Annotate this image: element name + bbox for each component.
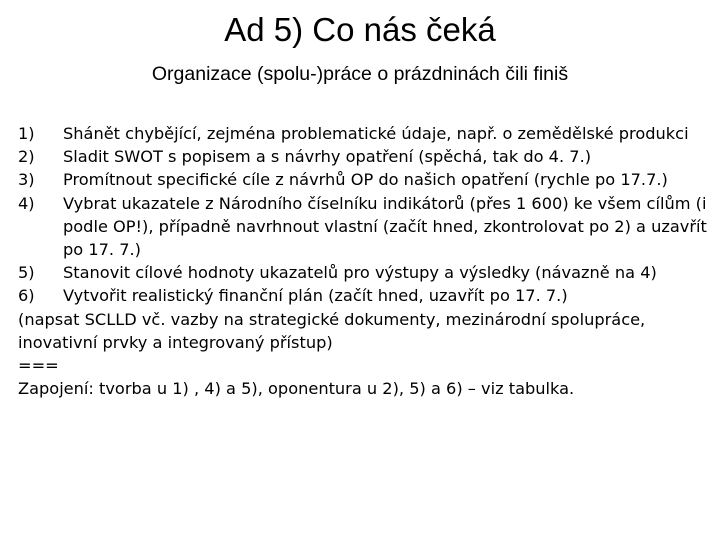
slide-content	[18, 122, 718, 400]
list-item-text: Vybrat ukazatele z Národního číselníku indikátorů (přes 1 600) ke všem cílům (i podle OP!), případně navrhnout vlastní (začít hned, zkontrolovat po 2) a uzavřít po 17. 7.)	[63, 193, 707, 260]
list-item-6	[18, 284, 718, 307]
list-item-4	[18, 192, 718, 262]
list-item-text: Stanovit cílové hodnoty ukazatelů pro výstupy a výsledky (návazně na 4)	[63, 263, 657, 283]
list-item-number: 6)	[18, 286, 35, 306]
footer-paragraph: Zapojení: tvorba u 1) , 4) a 5), oponentura u 2), 5) a 6) – viz tabulka.	[18, 379, 575, 399]
list-item-number: 2)	[18, 147, 35, 167]
list-item-3	[18, 168, 718, 191]
note-paragraph: (napsat SCLLD vč. vazby na strategické dokumenty, mezinárodní spolupráce, inovativní prvky a integrovaný přístup)	[18, 309, 646, 352]
list-item-number: 5)	[18, 263, 35, 283]
list-item-2	[18, 145, 718, 168]
list-item-text: Promítnout specifické cíle z návrhů OP do našich opatření (rychle po 17.7.)	[63, 170, 668, 190]
slide-subtitle: Organizace (spolu-)práce o prázdninách čili finiš	[151, 63, 569, 85]
list-item-text: Vytvořit realistický finanční plán (začít hned, uzavřít po 17. 7.)	[63, 286, 568, 306]
list-item-text: Shánět chybějící, zejména problematické údaje, např. o zemědělské produkci	[63, 124, 689, 143]
list-item-number: 1)	[18, 124, 35, 143]
list-item-text: Sladit SWOT s popisem a s návrhy opatření (spěchá, tak do 4. 7.)	[63, 147, 592, 167]
list-item-1	[18, 122, 718, 145]
list-item-number: 3)	[18, 170, 35, 190]
list-item-5	[18, 261, 718, 284]
separator-text: ===	[18, 356, 59, 376]
slide-title: Ad 5) Co nás čeká	[224, 11, 496, 48]
list-item-number: 4)	[18, 193, 35, 213]
